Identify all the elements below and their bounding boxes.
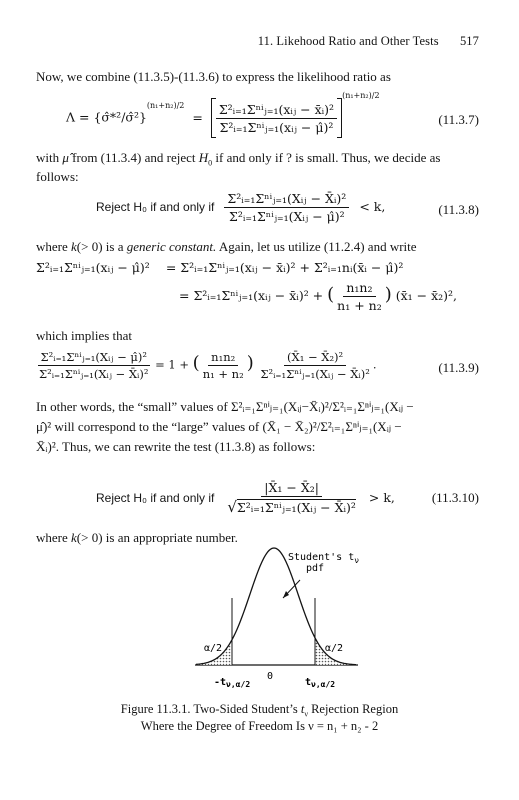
eq-lhs-exponent: (n₁+n₂)/2 (146, 101, 185, 111)
reject-lead: Reject H₀ if and only if (96, 200, 215, 214)
reject-lead: Reject H₀ if and only if (96, 490, 215, 505)
decomp-tail: (x̄₁ − x̄₂)², (395, 288, 458, 303)
caption-line-1: Figure 11.3.1. Two-Sided Student’s $t_\nu$ Rejection Region (120, 702, 399, 719)
relation: < k, (359, 199, 386, 214)
para5-line-3: X̄ᵢ)². Thus, we can rewrite the test (11.3.8) as follows: (36, 439, 316, 454)
eq-equals: = (192, 109, 203, 125)
relation: > k, (368, 489, 395, 505)
decomp-rhs-1: = Σ²ᵢ₌₁Σⁿⁱⱼ₌₁(xᵢⱼ − x̄ᵢ)² + Σ²ᵢ₌₁nᵢ(x̄ᵢ − μ̂)² (165, 260, 404, 275)
n-fraction (334, 280, 385, 313)
rhs-denominator: Σ²ᵢ₌₁Σⁿⁱⱼ₌₁(Xᵢⱼ − X̄ᵢ)² (260, 367, 370, 381)
fraction-denominator: Σ²ᵢ₌₁Σⁿⁱⱼ₌₁(xᵢⱼ − μ̂)² (219, 119, 334, 135)
n-denominator: n₁ + n₂ (337, 298, 382, 313)
text: from (11.3.4) and reject (68, 150, 199, 165)
center-tick: 0 (267, 671, 274, 682)
decomp-lhs: Σ²ᵢ₌₁Σⁿⁱⱼ₌₁(xᵢⱼ − μ̂)² (36, 260, 150, 275)
right-bracket (337, 98, 342, 138)
running-header (258, 34, 479, 49)
lhs-fraction (36, 350, 151, 381)
lhs-denominator: Σ²ᵢ₌₁Σⁿⁱⱼ₌₁(Xᵢⱼ − X̄ᵢ)² (39, 367, 149, 381)
period: . (372, 357, 377, 372)
equation-number-11-3-8: (11.3.8) (438, 202, 479, 217)
test-fraction (224, 191, 349, 224)
right-critical-tick: $t_{\nu,\alpha/2}$ (305, 677, 336, 689)
n-numerator: n₁n₂ (208, 350, 238, 366)
fraction-numerator: Σ²ᵢ₌₁Σⁿⁱⱼ₌₁(xᵢⱼ − x̄ᵢ)² (216, 102, 337, 119)
k: k (71, 530, 77, 545)
page-number: 517 (459, 34, 479, 48)
equation-11-3-10 (96, 480, 395, 516)
fraction-denominator: Σ²ᵢ₌₁Σⁿⁱⱼ₌₁(Xᵢⱼ − μ̂)² (229, 209, 345, 224)
n-denominator: n₁ + n₂ (202, 367, 244, 381)
text: (> 0) is a (76, 239, 127, 254)
decomp-rhs-2: = Σ²ᵢ₌₁Σⁿⁱⱼ₌₁(xᵢⱼ − x̄ᵢ)² + (179, 288, 324, 303)
text: (> 0) is an appropriate number. (76, 530, 238, 545)
pdf-label-line2: pdf (306, 563, 325, 574)
text: with (36, 150, 63, 165)
n-numerator: n₁n₂ (343, 280, 375, 297)
running-title: 11. Likehood Ratio and Other Tests (257, 34, 439, 48)
lhs-numerator: Σ²ᵢ₌₁Σⁿⁱⱼ₌₁(Xᵢⱼ − μ̂)² (38, 350, 150, 366)
figure-caption (0, 701, 519, 735)
left-alpha-label: α/2 (204, 643, 223, 654)
n-fraction (200, 350, 247, 381)
equation-11-3-8 (96, 191, 385, 224)
decomposition-line-1 (36, 260, 403, 275)
paragraph-intro: Now, we combine (11.3.5)-(11.3.6) to express the likelihood ratio as (36, 69, 391, 84)
k: k (71, 239, 77, 254)
fraction-numerator: Σ²ᵢ₌₁Σⁿⁱⱼ₌₁(Xᵢⱼ − X̄ᵢ)² (224, 191, 349, 208)
paragraph-reject-rule (36, 148, 484, 186)
rhs-fraction (257, 350, 372, 381)
text: where (36, 239, 72, 254)
pdf-label-line1: Student's $t_\nu$ (288, 552, 360, 565)
decomposition-line-2: = Σ²ᵢ₌₁Σⁿⁱⱼ₌₁(xᵢⱼ − x̄ᵢ)² + ( $\frac{\text{n₁n₂}}{\text{n₁ + n₂}}$ ) (x̄₁ − x̄₂)², (179, 280, 458, 313)
equals-one-plus: = 1 + (155, 357, 190, 372)
left-critical-tick: $-t_{\nu,\alpha/2}$ (214, 677, 251, 689)
test-fraction (224, 480, 359, 516)
generic-constant: generic constant. (126, 239, 217, 254)
caption-line-2: Where the Degree of Freedom Is ν = n₁ + n₂ - 2 (140, 719, 379, 733)
right-alpha-label: α/2 (325, 643, 344, 654)
paragraph-implies: which implies that (36, 328, 133, 343)
t-distribution-figure (0, 540, 519, 695)
paragraph-generic-constant (36, 237, 484, 256)
equation-11-3-7 (66, 91, 380, 138)
mu-hat: μ̂ (62, 150, 69, 165)
sqrt-content: Σ²ᵢ₌₁Σⁿⁱⱼ₌₁(Xᵢⱼ − X̄ᵢ)² (236, 500, 356, 515)
equation-number-11-3-9: (11.3.9) (438, 360, 479, 375)
equation-number-11-3-10: (11.3.10) (431, 490, 479, 505)
h0: H (198, 150, 209, 165)
eq-rhs-exponent: (n₁+n₂)/2 (342, 91, 380, 101)
equation-number-11-3-7: (11.3.7) (438, 112, 479, 127)
rhs-numerator: (X̄₁ − X̄₂)² (284, 350, 346, 366)
text: if and only if ? is small. Thus, we decide as follows: (36, 150, 441, 184)
paragraph-small-large (36, 397, 484, 457)
para5-line-2: μ̂)² will correspond to the “large” values of (X̄₁ − X̄₂)²/Σ²ᵢ₌₁Σⁿⁱⱼ₌₁(Xᵢⱼ − (36, 419, 402, 434)
fraction-denominator: √Σ²ᵢ₌₁Σⁿⁱⱼ₌₁(Xᵢⱼ − X̄ᵢ)² (227, 498, 356, 516)
para5-line-1: In other words, the “small” values of Σ²ᵢ₌₁Σⁿⁱⱼ₌₁(Xᵢⱼ−X̄ᵢ)²/Σ²ᵢ₌₁Σⁿⁱⱼ₌₁(Xᵢⱼ − (36, 399, 414, 414)
h0-subscript: 0 (208, 158, 213, 168)
likelihood-fraction (216, 102, 337, 135)
text: Again, let us utilize (11.2.4) and write (216, 239, 417, 254)
fraction-numerator: |X̄₁ − X̄₂| (261, 480, 322, 497)
equation-11-3-9: $\frac{\text{Σ²ᵢ₌₁Σⁿⁱⱼ₌₁(Xᵢⱼ − μ̂)²}}{\text{Σ²ᵢ₌₁Σⁿⁱⱼ₌₁(Xᵢⱼ − X̄ᵢ)²}}$ = 1 + ( $\frac{\text{n₁n₂}}{\text{n₁ + n₂}}$ ) $\frac{\text{(X̄₁ − X̄₂)²}}{\text{Σ²ᵢ₌₁Σⁿⁱⱼ₌₁(Xᵢⱼ − X̄ᵢ)²}}$ . (36, 350, 376, 381)
eq-lhs: Λ = {σ̂*²/σ̂²} (66, 109, 147, 125)
text: where (36, 530, 72, 545)
